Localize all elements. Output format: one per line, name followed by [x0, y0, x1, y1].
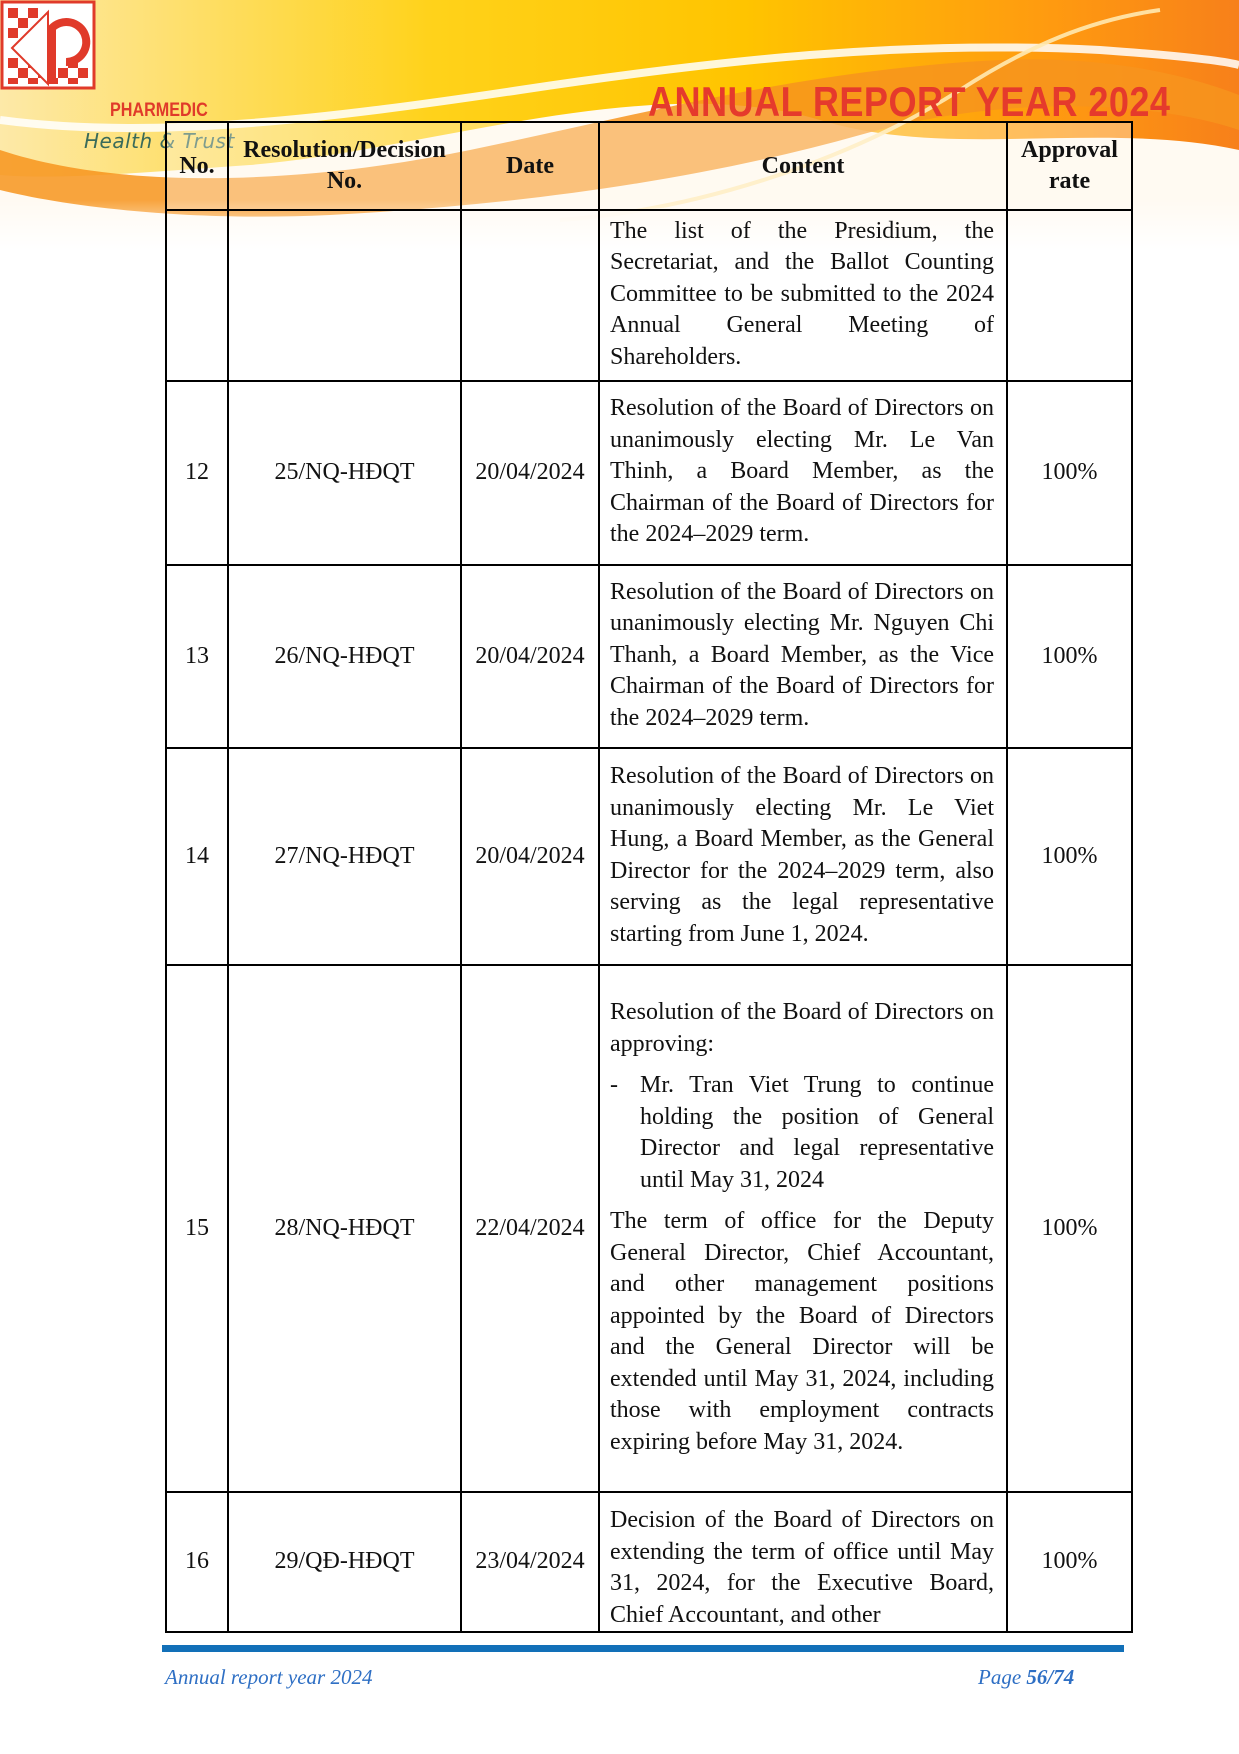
header-resolution-line2: No. — [326, 168, 363, 194]
footer-report-label: Annual report year 2024 — [165, 1665, 373, 1689]
table-row — [166, 381, 1132, 565]
cell-content: Resolution of the Board of Directors on unanimously electing Mr. Le Van Thinh, a Board Member, as the Chairman of the Board of Directors for the 2024–2029 term. — [599, 381, 1007, 565]
table-header-row — [166, 122, 1132, 210]
header-resolution-line1: Resolution/Decision — [243, 137, 446, 163]
cell-content: The list of the Presidium, the Secretariat, and the Ballot Counting Committee to be submitted to the 2024 Annual General Meeting of Shareholders. — [599, 210, 1007, 381]
cell-resolution: 29/QĐ-HĐQT — [228, 1492, 461, 1632]
cell-date: 23/04/2024 — [461, 1492, 599, 1632]
cell-content: Resolution of the Board of Directors on unanimously electing Mr. Nguyen Chi Thanh, a Board Member, as the Vice Chairman of the Board of Directors for the 2024–2029 term. — [599, 565, 1007, 748]
content-intro: Resolution of the Board of Directors on approving: — [610, 999, 994, 1057]
table-row — [166, 965, 1132, 1492]
brand-name: PHARMEDIC — [110, 100, 208, 121]
header-content: Content — [599, 122, 1007, 210]
cell-approval: 100% — [1007, 965, 1132, 1492]
cell-content: Decision of the Board of Directors on extending the term of office until May 31, 2024, for the Executive Board, Chief Accountant, and other — [599, 1492, 1007, 1632]
pharmedic-logo-icon — [0, 0, 96, 90]
cell-resolution: 26/NQ-HĐQT — [228, 565, 461, 748]
table-row — [166, 210, 1132, 381]
header-approval-line2: rate — [1048, 168, 1091, 194]
content-outro: The term of office for the Deputy General Director, Chief Accountant, and other management positions appointed by the Board of Directors and the General Director will be extended until May 31, 2024, including those with employment contracts expiring before May 31, 2024. — [610, 1208, 994, 1455]
cell-date — [461, 210, 599, 381]
cell-resolution: 28/NQ-HĐQT — [228, 965, 461, 1492]
header-approval-line1: Approval — [1021, 137, 1118, 163]
cell-content — [599, 965, 1007, 1492]
resolutions-table — [165, 121, 1133, 1633]
header-no: No. — [166, 122, 228, 210]
cell-approval — [1007, 210, 1132, 381]
content-bullet-item — [610, 1070, 994, 1196]
header-resolution — [228, 122, 461, 210]
bullet-dash: - — [610, 1072, 618, 1098]
cell-content: Resolution of the Board of Directors on unanimously electing Mr. Le Viet Hung, a Board Member, as the General Director for the 2024–2029 term, also serving as the legal representative starting from June 1, 2024. — [599, 748, 1007, 965]
cell-no — [166, 210, 228, 381]
table-row — [166, 748, 1132, 965]
brand-tagline: Health & Trust — [84, 129, 235, 153]
cell-no: 15 — [166, 965, 228, 1492]
cell-no: 16 — [166, 1492, 228, 1632]
footer-page-number: Page 56/74 — [978, 1665, 1075, 1689]
cell-resolution: 27/NQ-HĐQT — [228, 748, 461, 965]
cell-no: 12 — [166, 381, 228, 565]
table-row — [166, 1492, 1132, 1632]
cell-approval: 100% — [1007, 748, 1132, 965]
header-date: Date — [461, 122, 599, 210]
cell-resolution: 25/NQ-HĐQT — [228, 381, 461, 565]
cell-date: 20/04/2024 — [461, 748, 599, 965]
cell-date: 22/04/2024 — [461, 965, 599, 1492]
page-number-value: 56/74 — [1026, 1665, 1075, 1689]
cell-date: 20/04/2024 — [461, 381, 599, 565]
cell-resolution — [228, 210, 461, 381]
cell-date: 20/04/2024 — [461, 565, 599, 748]
cell-no: 13 — [166, 565, 228, 748]
table-row — [166, 565, 1132, 748]
cell-approval: 100% — [1007, 565, 1132, 748]
footer-divider — [162, 1645, 1124, 1652]
report-title: ANNUAL REPORT YEAR 2024 — [648, 78, 1171, 125]
bullet-text: Mr. Tran Viet Trung to continue holding the position of General Director and legal representative until May 31, 2024 — [640, 1072, 994, 1193]
cell-approval: 100% — [1007, 381, 1132, 565]
header-approval — [1007, 122, 1132, 210]
cell-approval: 100% — [1007, 1492, 1132, 1632]
cell-no: 14 — [166, 748, 228, 965]
